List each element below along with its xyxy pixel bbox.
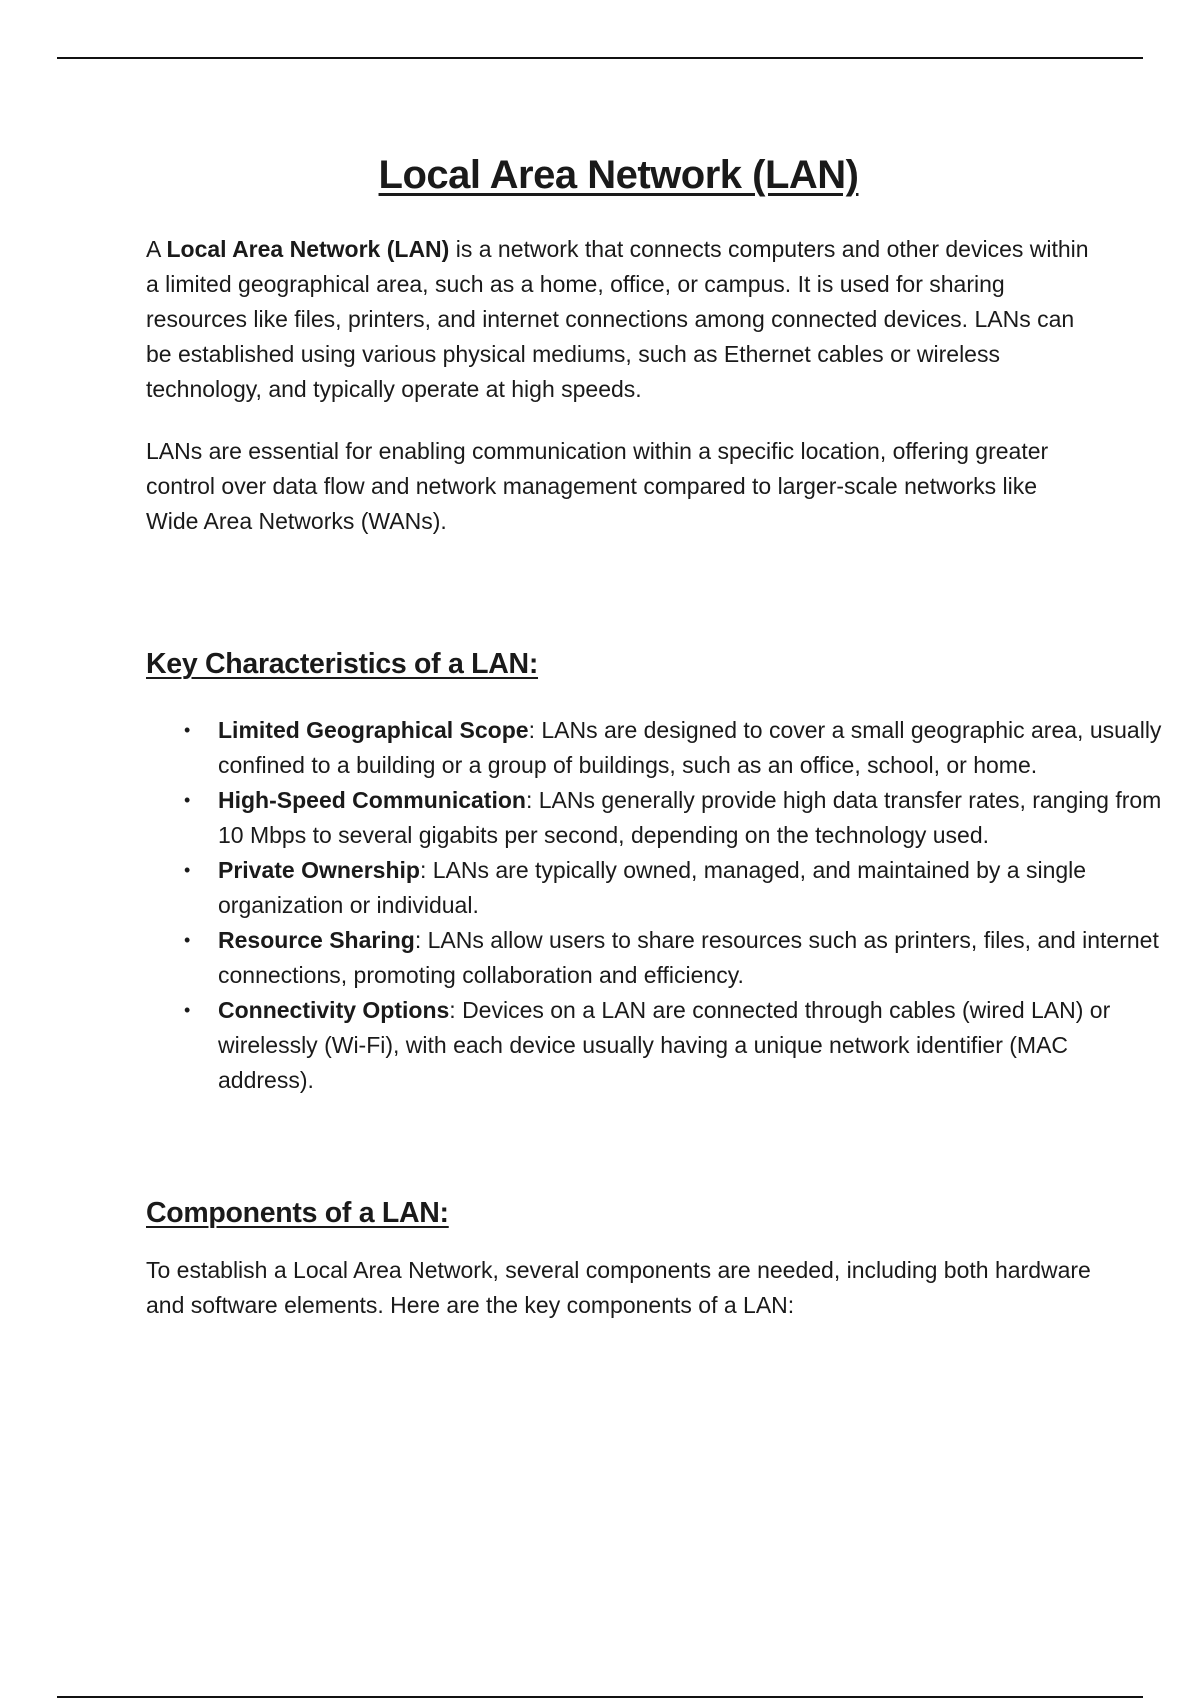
- bullet-term: Resource Sharing: [218, 927, 415, 953]
- intro-prefix: A: [146, 236, 167, 262]
- bullet-text: : LANs are typically owned, managed, and maintained by a single organization or individual.: [218, 857, 1087, 918]
- bullet-text: : Devices on a LAN are connected through cables (wired LAN) or wirelessly (Wi-Fi), with each device usually having a unique network identifier (MAC address).: [218, 997, 1111, 1093]
- bullet-icon: •: [184, 1000, 191, 1020]
- bullet-text: : LANs generally provide high data transfer rates, ranging from 10 Mbps to several gigabits per second, depending on the technology used.: [218, 787, 1162, 848]
- intro-text: is a network that connects computers and other devices within a limited geographical area, such as a home, office, or campus. It is used for sharing resources like files, printers, and internet connections among connected devices. LANs can be established using various physical mediums, such as Ethernet cables or wireless technology, and typically operate at high speeds.: [146, 236, 1089, 402]
- page-bottom-rule: [57, 1696, 1143, 1698]
- second-paragraph: LANs are essential for enabling communication within a specific location, offering greater control over data flow and network management compared to larger-scale networks like Wide Area Networks (WANs).: [146, 438, 1049, 534]
- bullet-icon: •: [184, 860, 191, 880]
- bullet-text: : LANs are designed to cover a small geographic area, usually confined to a building or a group of buildings, such as an office, school, or home.: [218, 717, 1162, 778]
- list-item: [146, 713, 1168, 783]
- characteristics-heading: Key Characteristics of a LAN:: [146, 648, 539, 680]
- list-item: [146, 853, 1168, 923]
- bullet-term: Connectivity Options: [218, 997, 450, 1023]
- bullet-term: Private Ownership: [218, 857, 420, 883]
- intro-paragraph: [146, 232, 1091, 407]
- bullet-icon: •: [184, 790, 191, 810]
- list-item: [146, 923, 1168, 993]
- list-item: [146, 993, 1168, 1098]
- bullet-text: : LANs allow users to share resources such as printers, files, and internet connections, promoting collaboration and efficiency.: [218, 927, 1159, 988]
- list-item: [146, 783, 1168, 853]
- components-paragraph: To establish a Local Area Network, several components are needed, including both hardware and software elements. Here are the key components of a LAN:: [146, 1257, 1091, 1318]
- characteristics-list: [146, 713, 1162, 1098]
- components-heading: Components of a LAN:: [146, 1197, 449, 1229]
- document-body: [146, 140, 1162, 1323]
- bullet-icon: •: [184, 930, 191, 950]
- intro-term: Local Area Network (LAN): [166, 236, 450, 262]
- bullet-term: High-Speed Communication: [218, 787, 526, 813]
- page-title: Local Area Network (LAN): [378, 153, 859, 197]
- page-top-rule: [57, 57, 1143, 59]
- bullet-term: Limited Geographical Scope: [218, 717, 529, 743]
- bullet-icon: •: [184, 720, 191, 740]
